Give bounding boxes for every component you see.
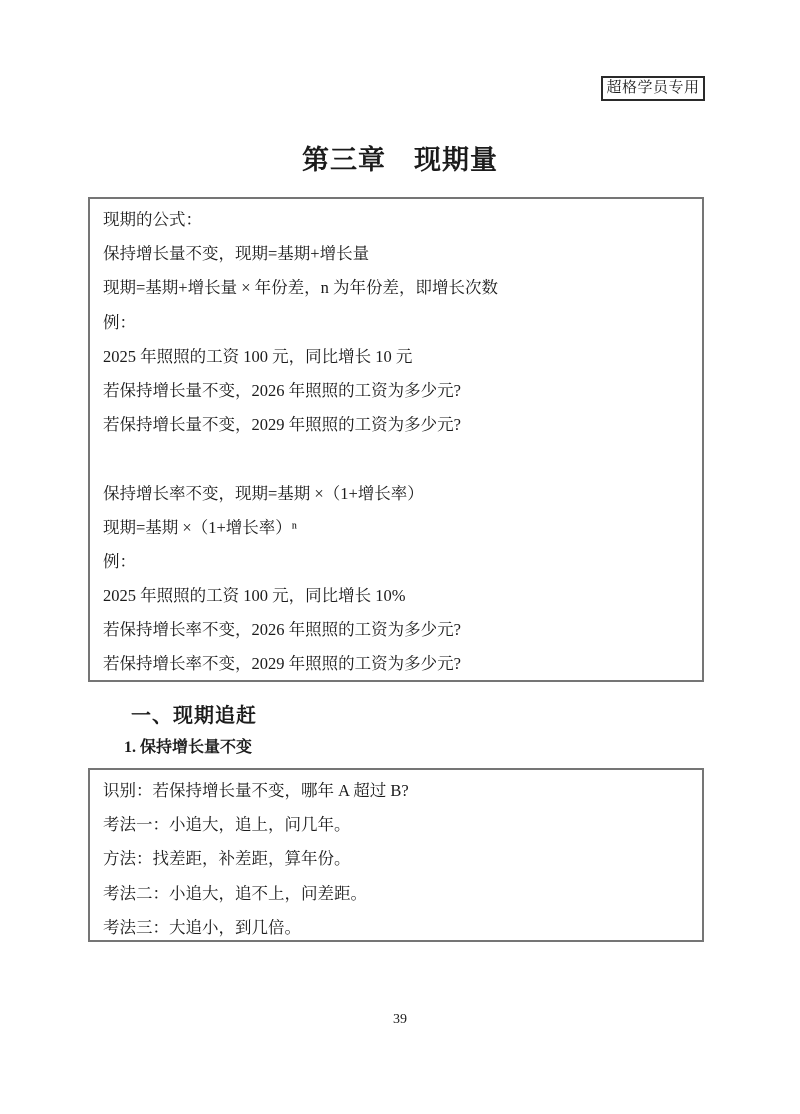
formula-line: 保持增长量不变，现期=基期+增长量 — [103, 244, 370, 264]
member-tag: 超格学员专用 — [601, 76, 705, 101]
method-line: 识别：若保持增长量不变，哪年 A 超过 B? — [103, 781, 409, 800]
chapter-title: 第三章 现期量 — [302, 145, 498, 175]
formula-line: 若保持增长率不变，2029 年照照的工资为多少元? — [103, 654, 461, 674]
formula-line: 例： — [103, 312, 136, 332]
formula-box — [88, 197, 704, 682]
method-line: 考法二：小追大，追不上，问差距。 — [103, 883, 367, 903]
subsection-heading: 1. 保持增长量不变 — [124, 739, 253, 756]
formula-line: 现期=基期+增长量 × 年份差，n 为年份差，即增长次数 — [103, 278, 499, 298]
formula-line: 若保持增长量不变，2029 年照照的工资为多少元? — [103, 415, 461, 435]
formula-line-blank — [103, 442, 689, 476]
page-number: 39 — [393, 1012, 407, 1027]
method-box — [88, 768, 704, 942]
formula-line: 若保持增长量不变，2026 年照照的工资为多少元? — [103, 380, 461, 400]
formula-line: 若保持增长率不变，2026 年照照的工资为多少元? — [103, 620, 461, 640]
formula-line: 例： — [103, 551, 136, 571]
formula-line: 保持增长率不变，现期=基期 ×（1+增长率） — [103, 483, 424, 503]
method-line: 考法三：大追小，到几倍。 — [103, 917, 301, 937]
section-heading: 一、现期追赶 — [131, 705, 257, 727]
formula-line: 2025 年照照的工资 100 元，同比增长 10% — [103, 586, 406, 606]
formula-line: 现期的公式： — [103, 210, 202, 229]
method-line: 考法一：小追大，追上，问几年。 — [103, 815, 351, 835]
formula-line: 2025 年照照的工资 100 元，同比增长 10 元 — [103, 346, 413, 366]
method-line: 方法：找差距，补差距，算年份。 — [103, 849, 351, 869]
formula-line: 现期=基期 ×（1+增长率）ⁿ — [103, 517, 297, 537]
